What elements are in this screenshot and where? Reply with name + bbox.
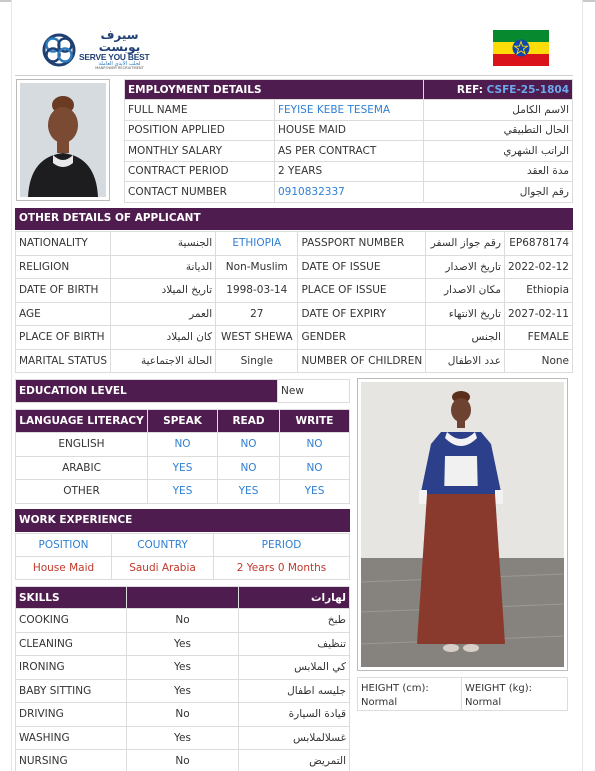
passport-number-label: PASSPORT NUMBER (298, 232, 426, 256)
full-name-value: FEYISE KEBE TESEMA (275, 100, 424, 121)
marital-status-label: MARITAL STATUS (16, 349, 111, 373)
language-arabic: ARABIC (16, 456, 148, 480)
skill-baby-sitting-label: BABY SITTING (16, 679, 127, 703)
other-speak: YES (148, 480, 218, 504)
skill-ironing-value: Yes (127, 656, 239, 680)
english-write: NO (280, 433, 350, 457)
skill-ironing-label: IRONING (16, 656, 127, 680)
speak-header: SPEAK (148, 410, 218, 433)
height-value: Normal (361, 697, 398, 708)
place-of-birth-label: PLACE OF BIRTH (16, 326, 111, 350)
date-of-issue-value: 2022-02-12 (504, 255, 572, 279)
employment-details-table (124, 79, 573, 203)
skill-cleaning-label-ar: تنظيف (239, 632, 350, 656)
measurements-table (357, 677, 568, 711)
contract-period-label-ar: مدة العقد (424, 161, 573, 182)
skill-driving-label-ar: قيادة السيارة (239, 703, 350, 727)
weight-cell (462, 678, 568, 711)
brand-name-en: SERVE YOU BEST (79, 52, 150, 63)
skill-baby-sitting-value: Yes (127, 679, 239, 703)
skill-nursing-label-ar: التمريض (239, 750, 350, 771)
education-level-title: EDUCATION LEVEL (16, 380, 278, 403)
date-of-expiry-value: 2027-02-11 (504, 302, 572, 326)
place-of-issue-value: Ethiopia (504, 279, 572, 303)
height-cell (358, 678, 462, 711)
other-write: YES (280, 480, 350, 504)
height-label: HEIGHT (cm): (361, 683, 429, 694)
nationality-label-ar: الجنسية (111, 232, 216, 256)
date-of-birth-label-ar: تاريخ الميلاد (111, 279, 216, 303)
other-read: YES (218, 480, 280, 504)
place-of-issue-label-ar: مكان الاصدار (426, 279, 505, 303)
gender-label-ar: الجنس (426, 326, 505, 350)
place-of-issue-label: PLACE OF ISSUE (298, 279, 426, 303)
language-english: ENGLISH (16, 433, 148, 457)
employment-details-title: EMPLOYMENT DETAILS (125, 80, 424, 100)
work-country-header: COUNTRY (112, 534, 214, 557)
nationality-value: ETHIOPIA (216, 232, 298, 256)
contact-number-label: CONTACT NUMBER (125, 182, 275, 203)
brand-tagline-en: MANPOWER RECRUITMENT (95, 66, 144, 70)
skill-cooking-value: No (127, 609, 239, 633)
arabic-speak: YES (148, 456, 218, 480)
skill-nursing-label: NURSING (16, 750, 127, 771)
marital-status-value: Single (216, 349, 298, 373)
work-experience-table (15, 533, 350, 580)
other-details-table (15, 231, 573, 373)
contract-period-value: 2 YEARS (275, 161, 424, 182)
work-position-header: POSITION (16, 534, 112, 557)
position-applied-label-ar: الحال التطبيقي (424, 120, 573, 141)
work-position-value: House Maid (16, 557, 112, 580)
education-level-value: New (278, 380, 350, 403)
applicant-portrait-photo (16, 79, 110, 201)
work-country-value: Saudi Arabia (112, 557, 214, 580)
arabic-write: NO (280, 456, 350, 480)
age-label-ar: العمر (111, 302, 216, 326)
language-other: OTHER (16, 480, 148, 504)
english-read: NO (218, 433, 280, 457)
full-name-label-ar: الاسم الكامل (424, 100, 573, 121)
monthly-salary-label: MONTHLY SALARY (125, 141, 275, 162)
ref-value: CSFE-25-1804 (486, 83, 569, 96)
skill-nursing-value: No (127, 750, 239, 771)
skill-cleaning-value: Yes (127, 632, 239, 656)
skill-ironing-label-ar: كي الملابس (239, 656, 350, 680)
contact-number-value: 0910832337 (275, 182, 424, 203)
position-applied-label: POSITION APPLIED (125, 120, 275, 141)
english-speak: NO (148, 433, 218, 457)
date-of-issue-label: DATE OF ISSUE (298, 255, 426, 279)
number-of-children-value: None (504, 349, 572, 373)
religion-label-ar: الديانة (111, 255, 216, 279)
logo-emblem-icon (42, 31, 76, 69)
weight-label: WEIGHT (kg): (465, 683, 533, 694)
skills-title: SKILLS (16, 587, 127, 609)
date-of-birth-label: DATE OF BIRTH (16, 279, 111, 303)
contact-number-label-ar: رقم الجوال (424, 182, 573, 203)
nationality-label: NATIONALITY (16, 232, 111, 256)
monthly-salary-value: AS PER CONTRACT (275, 141, 424, 162)
gender-value: FEMALE (504, 326, 572, 350)
age-label: AGE (16, 302, 111, 326)
position-applied-value: HOUSE MAID (275, 120, 424, 141)
work-period-header: PERIOD (214, 534, 350, 557)
company-logo (42, 29, 160, 71)
religion-label: RELIGION (16, 255, 111, 279)
work-experience-title: WORK EXPERIENCE (15, 509, 350, 532)
brand-tagline-ar: لجلب الأيدي العاملة (98, 60, 141, 67)
applicant-full-photo (357, 378, 568, 671)
skill-cooking-label: COOKING (16, 609, 127, 633)
brand-name-ar: سيرف يوبست (98, 28, 141, 55)
skills-title-ar: لهارات (239, 587, 350, 609)
date-of-issue-label-ar: تاريخ الاصدار (426, 255, 505, 279)
age-value: 27 (216, 302, 298, 326)
skill-driving-value: No (127, 703, 239, 727)
contract-period-label: CONTRACT PERIOD (125, 161, 275, 182)
religion-value: Non-Muslim (216, 255, 298, 279)
work-period-value: 2 Years 0 Months (214, 557, 350, 580)
skill-cleaning-label: CLEANING (16, 632, 127, 656)
marital-status-label-ar: الحالة الاجتماعية (111, 349, 216, 373)
place-of-birth-label-ar: كان الميلاد (111, 326, 216, 350)
language-literacy-header: LANGUAGE LITERACY (16, 410, 148, 433)
read-header: READ (218, 410, 280, 433)
skill-baby-sitting-label-ar: جليسه اطفال (239, 679, 350, 703)
number-of-children-label-ar: عدد الاطفال (426, 349, 505, 373)
language-literacy-table (15, 409, 350, 504)
passport-number-value: EP6878174 (504, 232, 572, 256)
write-header: WRITE (280, 410, 350, 433)
skills-table (15, 586, 350, 771)
ref-label: REF: (456, 83, 483, 96)
reference-cell (424, 80, 573, 100)
place-of-birth-value: WEST SHEWA (216, 326, 298, 350)
education-table (15, 379, 350, 403)
passport-number-label-ar: رقم جواز السفر (426, 232, 505, 256)
skill-washing-label: WASHING (16, 726, 127, 750)
gender-label: GENDER (298, 326, 426, 350)
skill-cooking-label-ar: طبخ (239, 609, 350, 633)
monthly-salary-label-ar: الراتب الشهري (424, 141, 573, 162)
other-details-title: OTHER DETAILS OF APPLICANT (15, 208, 573, 230)
date-of-expiry-label-ar: تاريخ الانتهاء (426, 302, 505, 326)
full-name-label: FULL NAME (125, 100, 275, 121)
number-of-children-label: NUMBER OF CHILDREN (298, 349, 426, 373)
skill-driving-label: DRIVING (16, 703, 127, 727)
skills-header-spacer (127, 587, 239, 609)
header-divider (15, 75, 573, 76)
arabic-read: NO (218, 456, 280, 480)
weight-value: Normal (465, 697, 502, 708)
date-of-expiry-label: DATE OF EXPIRY (298, 302, 426, 326)
date-of-birth-value: 1998-03-14 (216, 279, 298, 303)
skill-washing-label-ar: غسلالملابس (239, 726, 350, 750)
skill-washing-value: Yes (127, 726, 239, 750)
ethiopia-flag-icon (493, 30, 549, 66)
